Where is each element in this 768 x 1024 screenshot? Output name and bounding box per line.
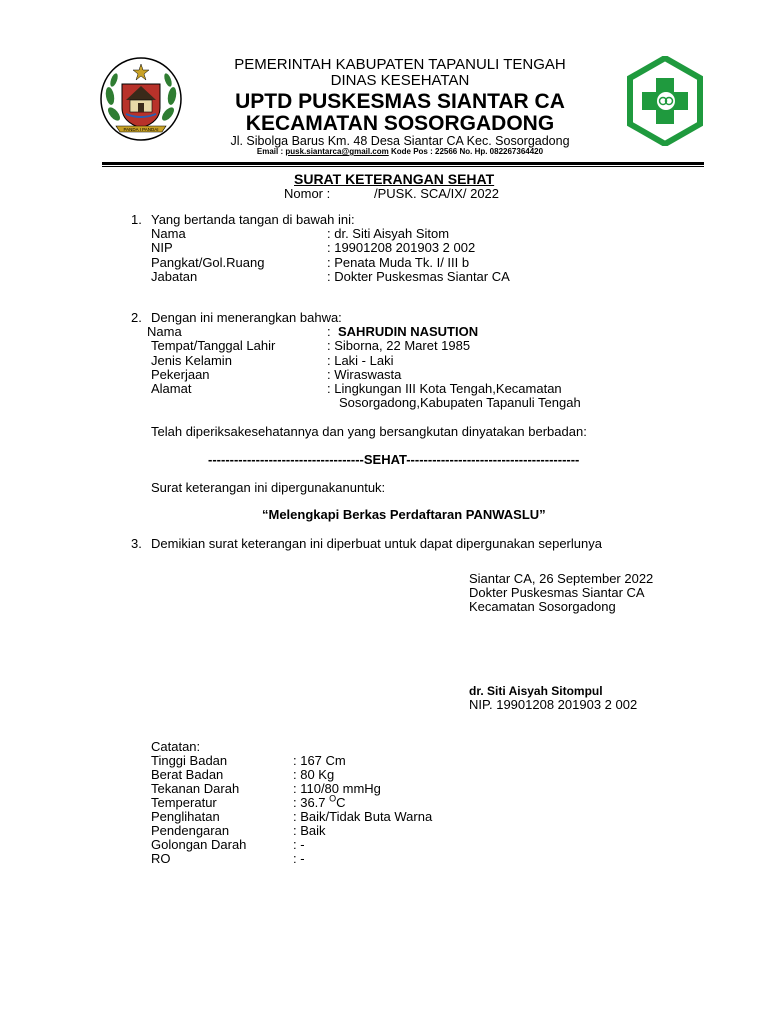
notes-heading: Catatan: [151, 739, 201, 754]
examined-statement: Telah diperiksakesehatannya dan yang bersangkutan dinyatakan berbadan: [151, 424, 587, 439]
section3-number: 3. [131, 536, 142, 551]
section1-row-value: : Penata Muda Tk. I/ III b [327, 255, 470, 270]
seal-ribbon-text: PANDA I PANDAI [123, 127, 159, 132]
note-value: : Baik [293, 823, 326, 838]
purpose-statement: Surat keterangan ini dipergunakanuntuk: [151, 480, 386, 495]
note-value: : - [293, 837, 305, 852]
section2-row-label: Tempat/Tanggal Lahir [151, 338, 276, 353]
subject-name-value: SAHRUDIN NASUTION [338, 324, 479, 339]
letterhead-district: KECAMATAN SOSORGADONG [245, 112, 555, 135]
note-label: Tekanan Darah [151, 781, 240, 796]
nomor-label: Nomor : [284, 186, 331, 201]
letterhead-contact [190, 147, 610, 156]
section2-row-value: : Lingkungan III Kota Tengah,Kecamatan [327, 381, 562, 396]
note-value: : 167 Cm [293, 753, 346, 768]
section2-intro: Dengan ini menerangkan bahwa: [151, 310, 342, 325]
degree-symbol: O [329, 793, 337, 804]
section3-text: Demikian surat keterangan ini diperbuat untuk dapat dipergunakan seperlunya [151, 536, 602, 551]
signature-position: Dokter Puskesmas Siantar CA [469, 585, 645, 600]
note-label: Penglihatan [151, 809, 220, 824]
purpose-value: “Melengkapi Berkas Perdaftaran PANWASLU” [262, 507, 546, 522]
signatory-name: dr. Siti Aisyah Sitompul [469, 684, 603, 698]
section1-row-label: NIP [151, 240, 173, 255]
section1-number: 1. [131, 212, 142, 227]
note-value: : - [293, 851, 305, 866]
note-label: RO [151, 851, 171, 866]
letterhead-government: PEMERINTAH KABUPATEN TAPANULI TENGAH [234, 56, 566, 73]
letterhead-agency: DINAS KESEHATAN [330, 72, 470, 89]
letterhead-address: Jl. Sibolga Barus Km. 48 Desa Siantar CA Kec. Sosorgadong [230, 134, 570, 148]
subject-name-label: Nama [147, 324, 182, 339]
signature-district: Kecamatan Sosorgadong [469, 599, 616, 614]
signature-place-date: Siantar CA, 26 September 2022 [469, 571, 654, 586]
note-value: : Baik/Tidak Buta Warna [293, 809, 433, 824]
section2-row-label: Jenis Kelamin [151, 353, 232, 368]
section2-row-label: Pekerjaan [151, 367, 210, 382]
note-value: : 110/80 mmHg [293, 781, 381, 796]
section2-row-value: : Wiraswasta [327, 367, 402, 382]
section1-row-label: Nama [151, 226, 186, 241]
subject-name-colon: : [327, 324, 331, 339]
section2-row-value: : Laki - Laki [327, 353, 394, 368]
note-label: Tinggi Badan [151, 753, 228, 768]
puskesmas-logo [626, 56, 704, 146]
section1-row-label: Pangkat/Gol.Ruang [151, 255, 265, 270]
note-label: Golongan Darah [151, 837, 247, 852]
section2-row-label: Alamat [151, 381, 192, 396]
note-value: : 80 Kg [293, 767, 335, 782]
section1-row-value: : Dokter Puskesmas Siantar CA [327, 269, 510, 284]
signatory-nip: NIP. 19901208 201903 2 002 [469, 697, 638, 712]
note-label: Pendengaran [151, 823, 230, 838]
temperature-value: : 36.7 [293, 795, 330, 810]
note-value-temperature [293, 793, 346, 810]
postal-phone: Kode Pos : 22566 No. Hp. 082267364420 [388, 147, 544, 156]
letterhead-divider-thick [102, 162, 704, 165]
section1-row-label: Jabatan [151, 269, 198, 284]
nomor-value: /PUSK. SCA/IX/ 2022 [374, 186, 500, 201]
document-title: SURAT KETERANGAN SEHAT [294, 171, 495, 187]
section2-number: 2. [131, 310, 142, 325]
temperature-unit: C [336, 795, 346, 810]
email-label: Email : [256, 147, 286, 156]
section1-row-value: : dr. Siti Aisyah Sitom [327, 226, 450, 241]
letterhead-divider-thin [102, 166, 704, 167]
note-label: Temperatur [151, 795, 217, 810]
letterhead-puskesmas: UPTD PUSKESMAS SIANTAR CA [235, 90, 565, 113]
section1-row-value: : 19901208 201903 2 002 [327, 240, 476, 255]
section2-row-value: : Siborna, 22 Maret 1985 [327, 338, 471, 353]
section1-intro: Yang bertanda tangan di bawah ini: [151, 212, 355, 227]
regency-seal-logo [98, 56, 184, 142]
health-result: ------------------------------------SEHAT---------------------------------------- [208, 452, 580, 467]
address-continuation: Sosorgadong,Kabupaten Tapanuli Tengah [339, 395, 581, 410]
email-link[interactable]: pusk.siantarca@gmail.com [285, 147, 389, 156]
note-label: Berat Badan [151, 767, 224, 782]
